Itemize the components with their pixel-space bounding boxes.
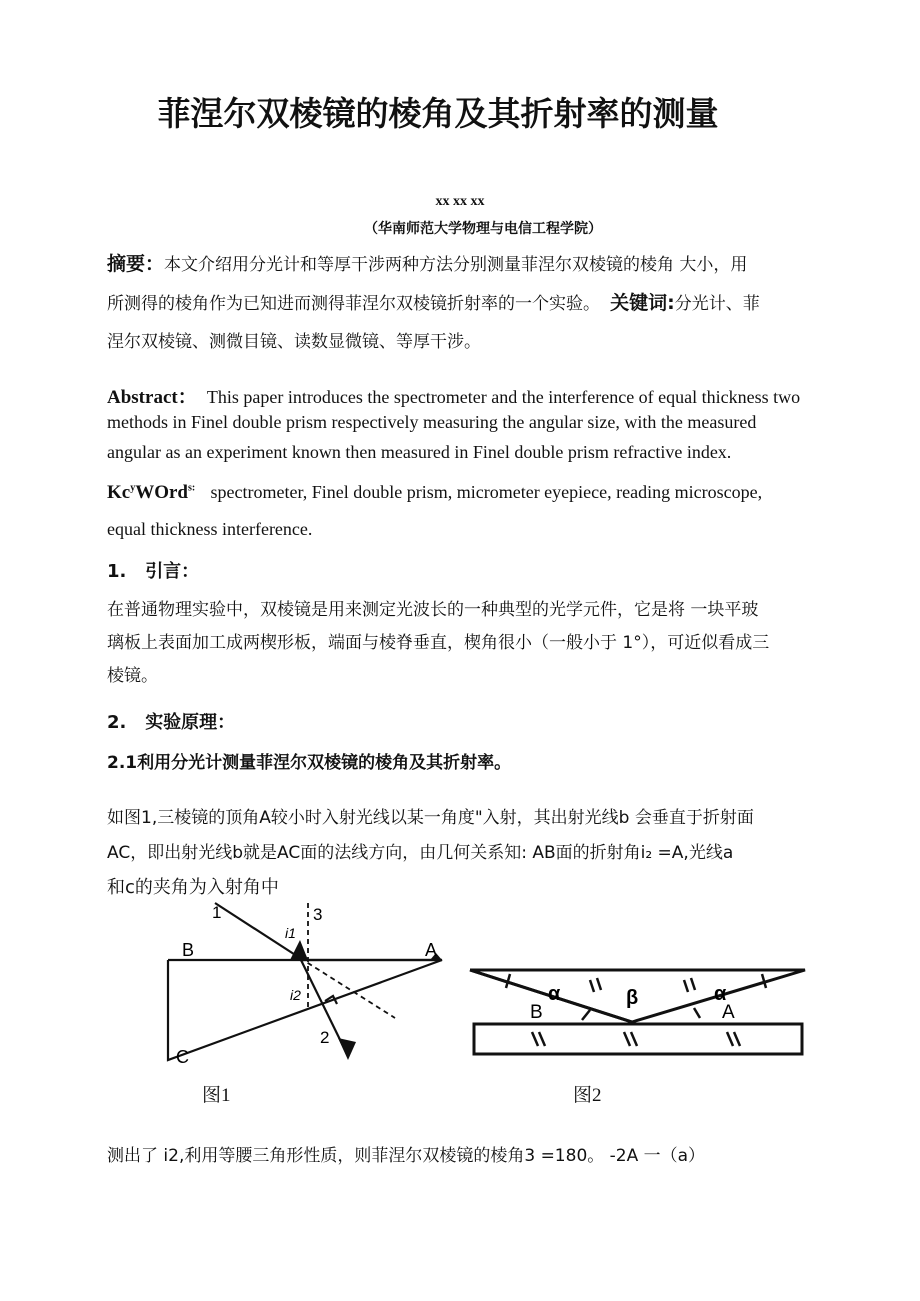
section1-line3: 棱镜。: [107, 666, 158, 686]
figure1-label-B: B: [182, 940, 195, 960]
abstract-en-line1: [107, 382, 800, 409]
figure1-label-1: 1: [212, 903, 222, 922]
section1-heading: 1. 引言：: [107, 561, 200, 582]
section2-heading: 2. 实验原理：: [107, 712, 236, 733]
keywords-cn-label: 关键词:: [610, 292, 675, 314]
keywords-cn-text: 分光计、菲: [674, 294, 760, 314]
figure1-label-i1: i1: [285, 925, 296, 941]
abstract-cn-label: 摘要：: [107, 253, 165, 275]
figure2-caption: 图2: [573, 1085, 602, 1106]
page-title: 菲涅尔双棱镜的棱角及其折射率的测量: [157, 94, 719, 133]
closing-line: 测出了 i2,利用等腰三角形性质，则菲涅尔双棱镜的棱角3 =180。 -2A 一（a）: [107, 1146, 706, 1166]
figure1-arrowhead: [338, 1038, 356, 1060]
affiliation: （华南师范大学物理与电信工程学院）: [364, 221, 602, 237]
figure1-prism-outline: [168, 960, 442, 1060]
abstract-cn-line2: [107, 288, 760, 315]
figure1-label-A: A: [425, 940, 438, 960]
abstract-en-line2: methods in Finel double prism respectively measuring the angular size, with the measured: [107, 412, 757, 432]
section1-line2: 璃板上表面加工成两楔形板，端面与棱脊垂直，楔角很小（一般小于 1°），可近似看成三: [107, 633, 770, 653]
abstract-cn-line3: 涅尔双棱镜、测微目镜、读数显微镜、等厚干涉。: [107, 332, 481, 352]
figure1-label-C: C: [176, 1047, 189, 1067]
keywords-en-label: Kc$^y$WOrd$^{s:}$: [107, 482, 196, 503]
keywords-en-line1: [107, 482, 762, 504]
figure2-label-beta: β: [626, 987, 639, 1009]
figure1-caption: 图1: [202, 1085, 231, 1106]
figure1-label-i2: i2: [290, 987, 301, 1003]
abstract-en-label: Abstract：: [107, 387, 197, 408]
figure2-label-A: A: [722, 1002, 735, 1023]
figure1-label-3: 3: [313, 905, 323, 924]
figure2-label-B: B: [530, 1002, 543, 1023]
section1-line1: 在普通物理实验中，双棱镜是用来测定光波长的一种典型的光学元件，它是将 一块平玻: [107, 600, 759, 620]
abstract-cn-text1: 本文介绍用分光计和等厚干涉两种方法分别测量菲涅尔双棱镜的棱角 大小，用: [164, 255, 748, 275]
abstract-cn-line1: [107, 249, 747, 276]
abstract-cn-text2: 所测得的棱角作为已知进而测得菲涅尔双棱镜折射率的一个实验。: [107, 294, 600, 314]
figure2-diagram: [462, 960, 812, 1065]
figure2-plate: [474, 1024, 802, 1054]
keywords-en-line2: equal thickness interference.: [107, 519, 313, 539]
section2-para-line1: 如图1,三棱镜的顶角A较小时入射光线以某一角度"入射，其出射光线b 会垂直于折射面: [107, 808, 754, 828]
figure2-label-alpha-left: α: [548, 983, 561, 1005]
keywords-en-text1: spectrometer, Finel double prism, micrometer eyepiece, reading microscope,: [210, 482, 763, 502]
authors: xx xx xx: [435, 194, 485, 209]
abstract-en-line3: angular as an experiment known then measured in Finel double prism refractive index.: [107, 442, 732, 462]
abstract-en-text1: This paper introduces the spectrometer and the interference of equal thickness two: [206, 387, 801, 407]
section2-para-line2: AC，即出射光线b就是AC面的法线方向，由几何关系知: AB面的折射角i₂ =A,光线a: [107, 843, 734, 863]
figure1-label-2: 2: [320, 1028, 330, 1047]
figure2-label-alpha-right: α: [714, 983, 727, 1005]
figure1-diagram: [160, 898, 450, 1073]
section2-para-line3: 和c的夹角为入射角中: [107, 877, 279, 898]
section2-subheading: 2.1利用分光计测量菲涅尔双棱镜的棱角及其折射率。: [107, 753, 512, 773]
